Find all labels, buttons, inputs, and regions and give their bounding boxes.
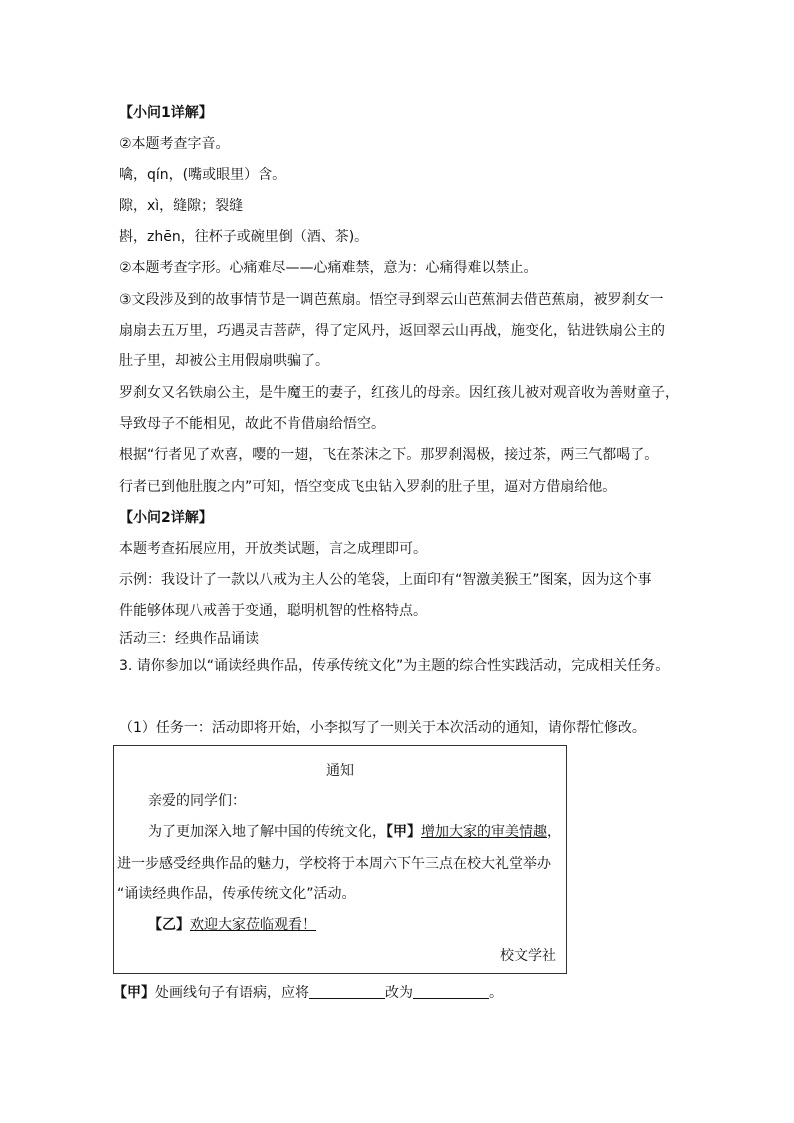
answer-blank-1[interactable] bbox=[309, 984, 385, 999]
text-line: 本题考查拓展应用，开放类试题，言之成理即可。 bbox=[119, 541, 427, 557]
text-line: ②本题考查字形。心痛难尽——心痛难禁，意为：心痛得难以禁止。 bbox=[119, 260, 538, 276]
question-3: 3. 请你参加以“诵读经典作品，传承传统文化”为主题的综合性实践活动，完成相关任务。 bbox=[119, 658, 670, 674]
notice-paragraph-3: “诵读经典作品，传承传统文化”活动。 bbox=[117, 886, 356, 902]
notice-text: ， bbox=[547, 824, 561, 840]
text-line: 罗刹女又名铁扇公主，是牛魔王的妻子，红孩儿的母亲。因红孩儿被对观音收为善财童子， bbox=[119, 385, 679, 401]
task-1: （1）任务一：活动即将开始，小李拟写了一则关于本次活动的通知，请你帮忙修改。 bbox=[119, 720, 646, 736]
mark-jia: 【甲】 bbox=[113, 985, 155, 1001]
underlined-sentence-yi: 欢迎大家莅临观看！ bbox=[190, 917, 316, 933]
question-text: 。 bbox=[489, 985, 503, 1001]
text-line: 隙，xì，缝隙；裂缝 bbox=[119, 198, 244, 214]
text-line: 噙，qín，(嘴或眼里）含。 bbox=[119, 167, 287, 183]
activity-heading: 活动三：经典作品诵读 bbox=[119, 631, 259, 647]
question-text: 改为 bbox=[385, 985, 413, 1001]
text-line: 件能够体现八戒善于变通，聪明机智的性格特点。 bbox=[119, 603, 427, 619]
question-text: 处画线句子有语病，应将 bbox=[155, 985, 309, 1001]
text-line: 行者已到他肚腹之内”可知，悟空变成飞虫钻入罗刹的肚子里，逼对方借扇给他。 bbox=[119, 479, 617, 495]
text-line: 示例：我设计了一款以八戒为主人公的笔袋，上面印有“智激美猴王”图案，因为这个事 bbox=[119, 572, 652, 588]
mark-jia: 【甲】 bbox=[386, 824, 421, 840]
notice-paragraph-1 bbox=[148, 823, 561, 841]
section-heading-q1: 【小问1详解】 bbox=[119, 105, 213, 121]
notice-title: 通知 bbox=[326, 763, 354, 779]
text-line: ③文段涉及到的故事情节是一调芭蕉扇。悟空寻到翠云山芭蕉洞去借芭蕉扇，被罗刹女一 bbox=[119, 292, 664, 308]
question-line bbox=[113, 984, 503, 1002]
text-line: 导致母子不能相见，故此不肯借扇给悟空。 bbox=[119, 416, 385, 432]
text-line: 扇扇去五万里，巧遇灵吉菩萨，得了定风丹，返回翠云山再战，施变化，钻进铁扇公主的 bbox=[119, 323, 665, 339]
notice-greeting: 亲爱的同学们： bbox=[148, 793, 246, 809]
answer-blank-2[interactable] bbox=[413, 984, 489, 999]
text-line: 斟，zhēn，往杯子或碗里倒（酒、茶)。 bbox=[119, 229, 369, 245]
notice-paragraph-2: 进一步感受经典作品的魅力，学校将于本周六下午三点在校大礼堂举办 bbox=[117, 856, 551, 872]
notice-box bbox=[113, 745, 567, 974]
text-line: 根据“行者见了欢喜，嘤的一翅，飞在茶沫之下。那罗刹渴极，接过茶，两三气都喝了。 bbox=[119, 447, 659, 463]
section-heading-q2: 【小问2详解】 bbox=[119, 510, 213, 526]
text-line: ②本题考查字音。 bbox=[119, 136, 230, 152]
notice-text: 为了更加深入地了解中国的传统文化， bbox=[148, 824, 386, 840]
notice-signature: 校文学社 bbox=[500, 948, 556, 964]
notice-paragraph-4 bbox=[148, 916, 316, 934]
text-line: 肚子里，却被公主用假扇哄骗了。 bbox=[119, 353, 329, 369]
underlined-sentence-jia: 增加大家的审美情趣 bbox=[421, 824, 547, 840]
mark-yi: 【乙】 bbox=[148, 917, 190, 933]
